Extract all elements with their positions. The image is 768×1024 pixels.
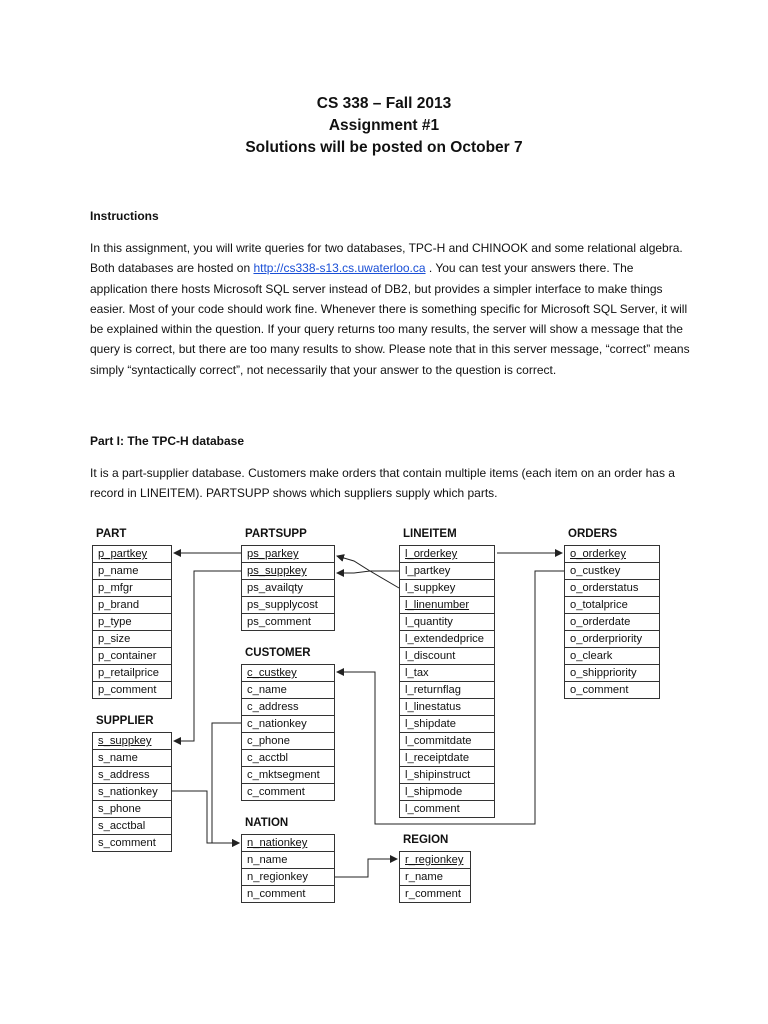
attribute: ps_comment: [242, 613, 334, 630]
fk-lineitem-partsupp-part: [337, 556, 399, 571]
attribute: c_address: [242, 698, 334, 715]
attribute: o_custkey: [565, 562, 659, 579]
attribute: l_shipmode: [400, 783, 494, 800]
part1-heading: Part I: The TPC-H database: [90, 434, 245, 448]
attribute: p_retailprice: [93, 664, 171, 681]
attribute: c_comment: [242, 783, 334, 800]
attribute: l_partkey: [400, 562, 494, 579]
attribute: s_suppkey: [98, 735, 152, 747]
attribute: l_extendedprice: [400, 630, 494, 647]
attribute: o_orderstatus: [565, 579, 659, 596]
attribute: l_receiptdate: [400, 749, 494, 766]
attribute: l_comment: [400, 800, 494, 817]
entity-supplier-name: SUPPLIER: [96, 715, 154, 727]
attribute: p_partkey: [98, 548, 148, 560]
fk-nation-region: [335, 859, 397, 877]
attribute: c_phone: [242, 732, 334, 749]
attribute: l_quantity: [400, 613, 494, 630]
attribute: l_discount: [400, 647, 494, 664]
attribute: o_orderdate: [565, 613, 659, 630]
attribute: l_linestatus: [400, 698, 494, 715]
server-link[interactable]: http://cs338-s13.cs.uwaterloo.ca: [253, 261, 426, 276]
attribute: o_orderkey: [570, 548, 626, 560]
attribute: o_totalprice: [565, 596, 659, 613]
attribute: l_shipinstruct: [400, 766, 494, 783]
fk-orders-customer: [337, 571, 564, 824]
attribute: n_regionkey: [242, 868, 334, 885]
attribute: l_linenumber: [400, 596, 494, 613]
attribute: s_address: [93, 766, 171, 783]
attribute: l_shipdate: [400, 715, 494, 732]
attribute: o_comment: [565, 681, 659, 698]
attribute: ps_suppkey: [242, 562, 334, 579]
entity-lineitem-name: LINEITEM: [403, 528, 457, 540]
attribute: o_orderpriority: [565, 630, 659, 647]
attribute: s_nationkey: [93, 783, 171, 800]
attribute: r_name: [400, 868, 470, 885]
attribute: p_brand: [93, 596, 171, 613]
attribute: o_cleark: [565, 647, 659, 664]
attribute: p_name: [93, 562, 171, 579]
entity-customer-name: CUSTOMER: [245, 647, 311, 659]
attribute: n_comment: [242, 885, 334, 902]
attribute: l_suppkey: [400, 579, 494, 596]
attribute: c_nationkey: [242, 715, 334, 732]
entity-nation-name: NATION: [245, 817, 289, 829]
attribute: ps_availqty: [242, 579, 334, 596]
attribute: p_container: [93, 647, 171, 664]
fk-supplier-nation: [172, 791, 239, 843]
attribute: p_size: [93, 630, 171, 647]
attribute: l_commitdate: [400, 732, 494, 749]
entity-part-name: PART: [96, 528, 127, 540]
attribute: s_name: [93, 749, 171, 766]
assignment-title: Assignment #1: [328, 117, 440, 134]
attribute: r_comment: [400, 885, 470, 902]
solutions-date-title: Solutions will be posted on October 7: [245, 139, 523, 156]
attribute: p_type: [93, 613, 171, 630]
instructions-text-1: In this assignment, you will write queries for two databases, TPC-H and CHINOOK and some relational algebra. Both databases are hosted on: [90, 241, 683, 276]
attribute: ps_supplycost: [242, 596, 334, 613]
entity-orders-name: ORDERS: [568, 528, 618, 540]
entity-partsupp-name: PARTSUPP: [245, 528, 307, 540]
attribute: n_nationkey: [247, 837, 308, 849]
instructions-text-2: . You can test your answers there. The application there hosts Microsoft SQL server instead of DB2, but provides a simpler interface to make things easier. Most of your code should work fine. Whenever there is something specific for Microsoft SQL Server, it will be explained within the question. If your query returns too many results, the server will show a message that the query is correct, but there are too many results to show. Please note that in this server message, “correct” means simply “syntactically correct”, not necessarily that your answer to the question is correct.: [90, 261, 690, 377]
attribute: s_comment: [93, 834, 171, 851]
attribute: l_orderkey: [405, 548, 458, 560]
fk-lineitem-partsupp-supp: [337, 571, 399, 588]
attribute: c_mktsegment: [242, 766, 334, 783]
attribute: p_comment: [93, 681, 171, 698]
attribute: c_name: [242, 681, 334, 698]
attribute: r_regionkey: [405, 854, 464, 866]
attribute: s_phone: [93, 800, 171, 817]
attribute: n_name: [242, 851, 334, 868]
fk-partsupp-supplier: [174, 571, 241, 741]
attribute: ps_parkey: [247, 548, 299, 560]
attribute: c_acctbl: [242, 749, 334, 766]
attribute: o_shippriority: [565, 664, 659, 681]
fk-customer-nation: [212, 723, 241, 843]
attribute: l_tax: [400, 664, 494, 681]
entity-region-name: REGION: [403, 834, 449, 846]
instructions-heading: Instructions: [90, 209, 159, 223]
attribute: c_custkey: [247, 667, 297, 679]
attribute: p_mfgr: [93, 579, 171, 596]
course-title: CS 338 – Fall 2013: [316, 95, 452, 112]
attribute: s_acctbal: [93, 817, 171, 834]
part1-paragraph: It is a part-supplier database. Customers make orders that contain multiple items (each item on an order has a record in LINEITEM). PARTSUPP shows which suppliers supply which parts.: [90, 466, 675, 501]
attribute: l_returnflag: [400, 681, 494, 698]
